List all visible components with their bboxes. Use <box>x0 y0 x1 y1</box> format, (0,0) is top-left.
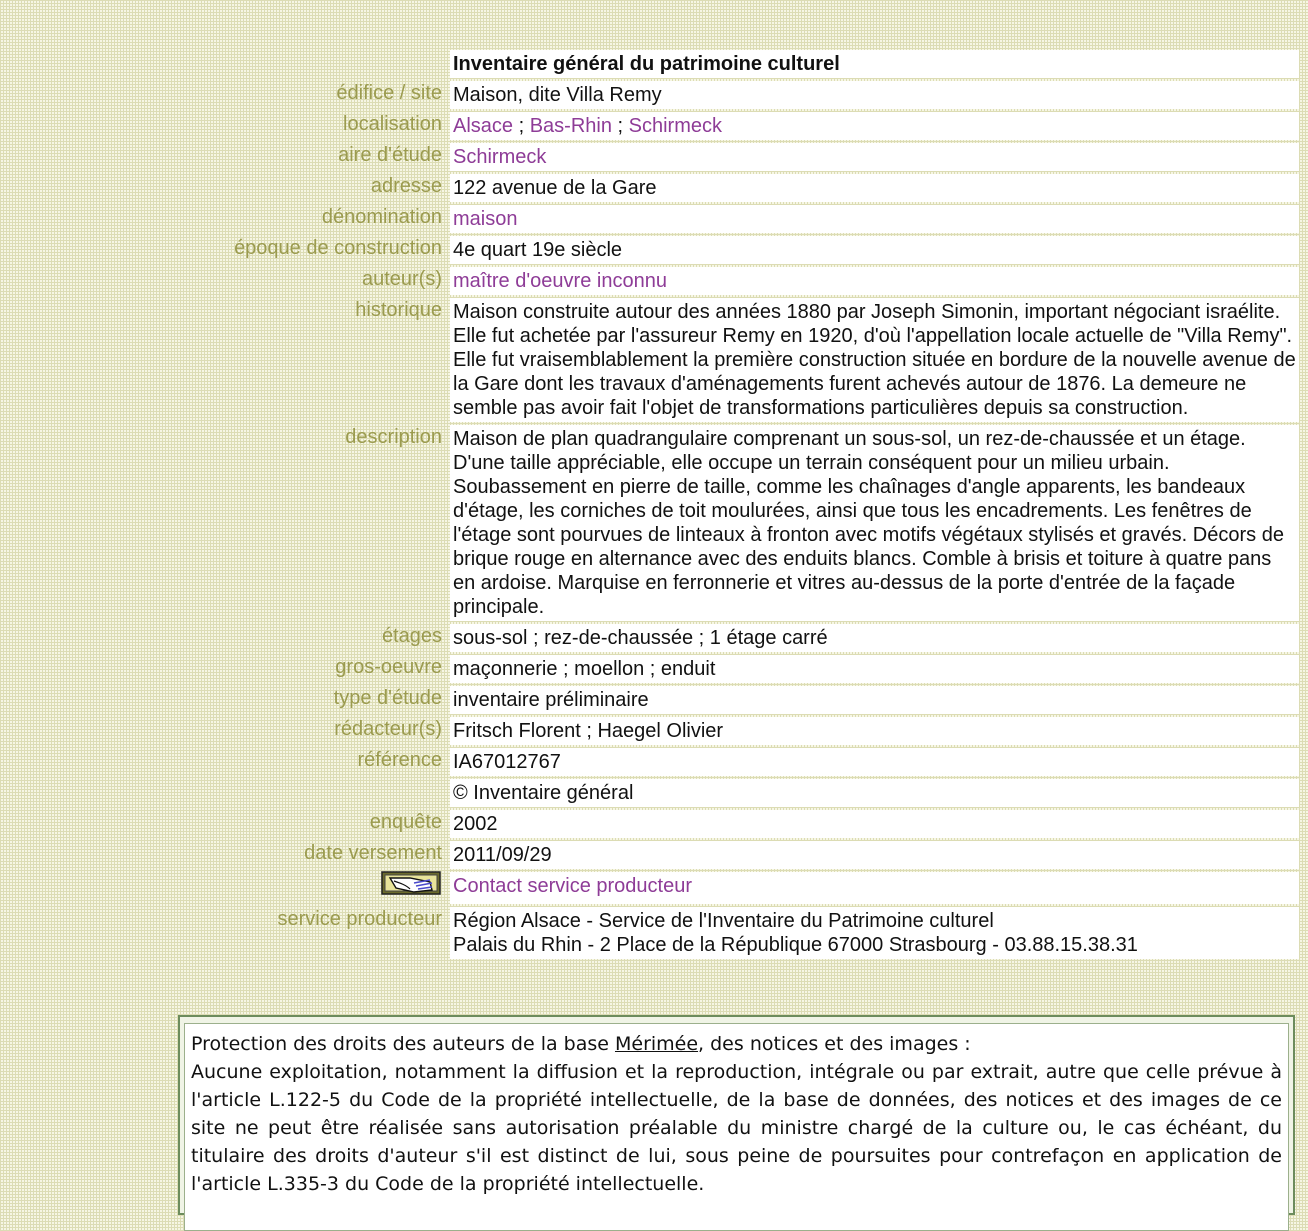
field-label: historique <box>355 299 442 321</box>
merimee-link[interactable]: Mérimée <box>614 1033 699 1055</box>
denomination-value <box>450 205 1299 233</box>
row-redacteurs <box>178 717 1299 745</box>
rights-heading-after: , des notices et des images : <box>698 1033 971 1055</box>
row-contact <box>178 872 1299 904</box>
link-region[interactable]: Alsace <box>453 115 514 137</box>
localisation-value <box>450 112 1299 140</box>
field-label: date versement <box>304 842 442 864</box>
etages-value: sous-sol ; rez-de-chaussée ; 1 étage carré <box>450 624 1299 652</box>
field-label: référence <box>357 749 442 771</box>
field-label: type d'étude <box>333 687 442 709</box>
type-etude-value: inventaire préliminaire <box>450 686 1299 714</box>
edifice-value: Maison, dite Villa Remy <box>450 81 1299 109</box>
rights-body: Aucune exploitation, notamment la diffusion et la reproduction, intégrale ou par extrait, autre que celle prévue à l'article L.122-5 du Code de la propriété intellectuelle, de la base de données, des notices et des images de ce site ne peut être réalisée sans autorisation préalable du ministre chargé de la culture ou, le cas échéant, du titulaire des droits d'auteur s'il est distinct de lui, sous peine de poursuites pour contrefaçon en application de l'article L.335-3 du Code de la propriété intellectuelle. <box>191 1061 1282 1195</box>
row-service-producteur <box>178 907 1299 959</box>
contact-icon-cell <box>178 872 450 904</box>
row-description <box>178 425 1299 621</box>
rights-heading-before: Protection des droits des auteurs de la base <box>191 1033 615 1055</box>
row-epoque <box>178 236 1299 264</box>
field-label: localisation <box>343 113 442 135</box>
contact-value <box>450 872 1299 904</box>
row-etages <box>178 624 1299 652</box>
field-label: auteur(s) <box>361 268 442 290</box>
notice-table <box>178 47 1299 962</box>
row-date-versement <box>178 841 1299 869</box>
aire-value <box>450 143 1299 171</box>
row-adresse <box>178 174 1299 202</box>
description-value: Maison de plan quadrangulaire comprenant un sous-sol, un rez-de-chaussée et un étage. D'une taille appréciable, elle occupe un terrain conséquent pour un milieu urbain. Soubassement en pierre de taille, comme les chaînages d'angle apparents, les bandeaux d'étage, les corniches de toit moulurées, ainsi que tous les encadrements. Les fenêtres de l'étage sont pourvues de linteaux à fronton avec motifs végétaux stylisés et gravés. Décors de brique rouge en alternance avec des enduits blancs. Comble à brisis et toiture à quatre pans en ardoise. Marquise en ferronnerie et vitres au-dessus de la porte d'entrée de la façade principale. <box>450 425 1299 621</box>
auteurs-value <box>450 267 1299 295</box>
field-label: service producteur <box>277 908 442 930</box>
redacteurs-value: Fritsch Florent ; Haegel Olivier <box>450 717 1299 745</box>
link-aire-etude[interactable]: Schirmeck <box>453 146 547 168</box>
field-label <box>178 779 450 807</box>
row-gros-oeuvre <box>178 655 1299 683</box>
page-title: Inventaire général du patrimoine culturel <box>450 50 1299 78</box>
field-label: description <box>345 426 442 448</box>
row-title <box>178 50 1299 78</box>
row-enquete <box>178 810 1299 838</box>
row-aire-etude <box>178 143 1299 171</box>
field-label: enquête <box>369 811 442 833</box>
link-departement[interactable]: Bas-Rhin <box>529 115 612 137</box>
link-denomination[interactable]: maison <box>453 208 518 230</box>
copyright-value: © Inventaire général <box>450 779 1299 807</box>
field-label: aire d'étude <box>338 144 442 166</box>
separator: ; <box>611 115 629 137</box>
gros-oeuvre-value: maçonnerie ; moellon ; enduit <box>450 655 1299 683</box>
link-commune[interactable]: Schirmeck <box>628 115 722 137</box>
row-historique <box>178 298 1299 422</box>
mail-hand-icon[interactable] <box>380 868 442 904</box>
field-label: étages <box>381 625 442 647</box>
reference-value: IA67012767 <box>450 748 1299 776</box>
field-label: adresse <box>370 175 442 197</box>
row-reference <box>178 748 1299 776</box>
service-line-2: Palais du Rhin - 2 Place de la République 67000 Strasbourg - 03.88.15.38.31 <box>453 934 1138 956</box>
field-label: époque de construction <box>234 237 442 259</box>
field-label: rédacteur(s) <box>334 718 442 740</box>
service-line-1: Région Alsace - Service de l'Inventaire du Patrimoine culturel <box>453 910 994 932</box>
row-copyright <box>178 779 1299 807</box>
epoque-value: 4e quart 19e siècle <box>450 236 1299 264</box>
historique-value: Maison construite autour des années 1880 par Joseph Simonin, important négociant israélite. Elle fut achetée par l'assureur Remy en 1920, d'où l'appellation locale actuelle de "Villa Remy". Elle fut vraisemblablement la première construction située en bordure de la nouvelle avenue de la Gare dont les travaux d'aménagements furent achevés autour de 1876. La demeure ne semble pas avoir fait l'objet de transformations particulières depuis sa construction. <box>450 298 1299 422</box>
field-label: gros-oeuvre <box>335 656 442 678</box>
row-edifice <box>178 81 1299 109</box>
link-auteur[interactable]: maître d'oeuvre inconnu <box>453 270 667 292</box>
contact-link[interactable]: Contact service producteur <box>453 875 693 897</box>
enquete-value: 2002 <box>450 810 1299 838</box>
adresse-value: 122 avenue de la Gare <box>450 174 1299 202</box>
row-type-etude <box>178 686 1299 714</box>
date-versement-value: 2011/09/29 <box>450 841 1299 869</box>
separator: ; <box>513 115 530 137</box>
rights-text <box>184 1023 1289 1231</box>
empty-label <box>178 50 450 78</box>
row-denomination <box>178 205 1299 233</box>
rights-box <box>178 1015 1295 1215</box>
rights-heading <box>191 1030 1282 1058</box>
field-label: édifice / site <box>336 82 442 104</box>
row-auteurs <box>178 267 1299 295</box>
row-localisation <box>178 112 1299 140</box>
field-label: dénomination <box>321 206 442 228</box>
service-value <box>450 907 1299 959</box>
